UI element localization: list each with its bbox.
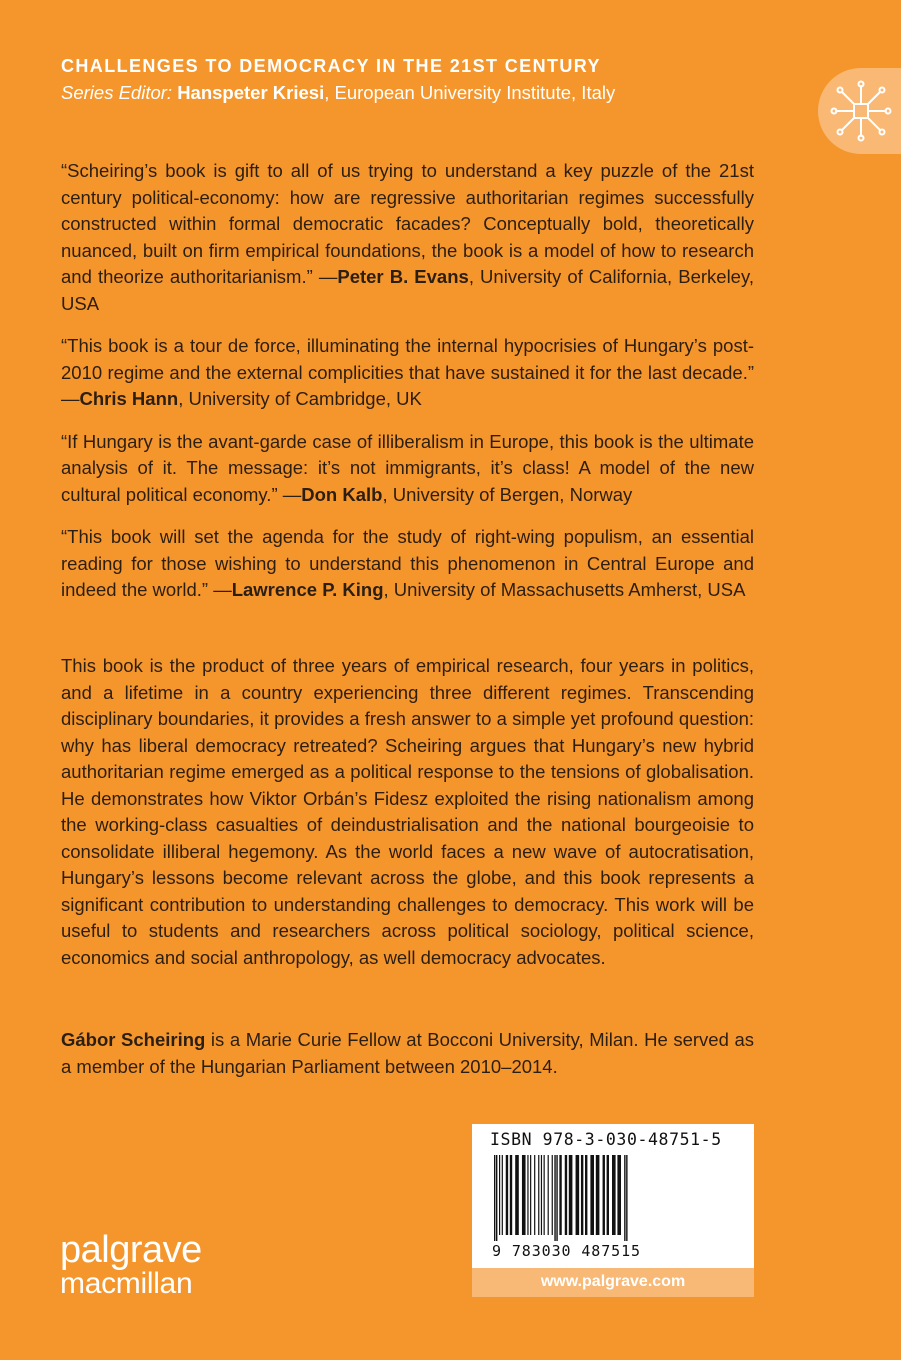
publisher-logo — [60, 1229, 202, 1300]
barcode-bar — [506, 1155, 508, 1235]
barcode-bar — [603, 1155, 605, 1235]
barcode-bar — [554, 1155, 555, 1241]
barcode-bar — [596, 1155, 600, 1235]
barcode-bar — [581, 1155, 583, 1235]
series-title: CHALLENGES TO DEMOCRACY IN THE 21ST CENTURY — [61, 56, 601, 76]
barcode-bar — [515, 1155, 519, 1235]
series-emblem — [818, 68, 901, 154]
barcode-bar — [522, 1155, 526, 1235]
publisher-logo-line1: palgrave — [60, 1229, 202, 1271]
barcode-bar — [502, 1155, 503, 1235]
barcode-bar — [590, 1155, 594, 1235]
author-bio: Gábor Scheiring is a Marie Curie Fellow at Bocconi University, Milan. He served as a member of the Hungarian Parliament between 2010–2014. — [61, 1029, 754, 1077]
series-editor-line — [61, 82, 615, 104]
barcode-bar — [576, 1155, 580, 1235]
barcode-bar — [494, 1155, 495, 1241]
barcode-bar — [527, 1155, 528, 1235]
author-name: Gábor Scheiring — [61, 1029, 206, 1050]
palgrave-network-icon — [828, 78, 894, 144]
publisher-logo-line2: macmillan — [60, 1267, 193, 1300]
barcode-bar — [565, 1155, 567, 1235]
endorser-name: Chris Hann — [79, 388, 179, 409]
barcode-bar — [538, 1155, 539, 1235]
barcode-bar — [541, 1155, 542, 1235]
endorsements — [61, 158, 754, 620]
barcode-bar — [496, 1155, 497, 1241]
barcode-bar — [544, 1155, 545, 1235]
series-editor-label: Series Editor: — [61, 82, 173, 103]
barcode-bar — [617, 1155, 621, 1235]
barcode-bar — [607, 1155, 609, 1235]
publisher-website: www.palgrave.com — [472, 1268, 754, 1297]
barcode-bar — [510, 1155, 512, 1235]
isbn-label: ISBN 978-3-030-48751-5 — [490, 1130, 722, 1149]
barcode-digits: 9 783030 487515 — [492, 1242, 641, 1260]
series-editor-name: Hanspeter Kriesi — [177, 82, 325, 103]
barcode-bar — [548, 1155, 549, 1235]
endorsement: “If Hungary is the avant-garde case of illiberalism in Europe, this book is the ultimate analysis of it. The message: it’s not immigrants, it’s class! A model of the new cultural political economy.” —Don Kalb, University of Bergen, Norway — [61, 430, 754, 505]
barcode-bar — [612, 1155, 616, 1235]
endorsement: “This book is a tour de force, illuminating the internal hypocrisies of Hungary’s post-2010 regime and the external complicities that have sustained it for the last decade.” —Chris Hann, University of Cambridge, UK — [61, 335, 754, 409]
barcode-bar — [624, 1155, 625, 1241]
barcode-bar — [569, 1155, 573, 1235]
endorsement: “Scheiring’s book is gift to all of us trying to understand a key puzzle of the 21st century political-economy: how are regressive authoritarian regimes successfully constructed within formal democratic facades? Conceptually bold, theoretically nuanced, built on firm empirical foundations, the book is a model of how to research and theorize authoritarianism.” —Peter B. Evans, University of California, Berkeley, USA — [61, 160, 754, 314]
barcode-bar — [552, 1155, 553, 1235]
series-editor-affiliation: , European University Institute, Italy — [324, 82, 616, 103]
book-description: This book is the product of three years of empirical research, four years in politics, and a lifetime in a country experiencing three different regimes. Transcending disciplinary boundaries, it provides a fresh answer to a simple yet profound question: why has liberal democracy retreated? Scheiring argues that Hungary’s new hybrid authoritarian regime emerged as a political response to the tensions of globalisation. He demonstrates how Viktor Orbán’s Fidesz exploited the rising nationalism among the working-class casualties of deindustrialisation and the national bourgeoisie to consolidate illiberal hegemony. As the world faces a new wave of autocratisation, Hungary’s lessons become relevant across the globe, and this book represents a significant contribution to understanding challenges to democracy. This work will be useful to students and researchers across political sociology, political science, economics and social anthropology, as well democracy advocates. — [61, 655, 754, 968]
isbn-barcode-block — [472, 1124, 754, 1268]
barcode-bar — [585, 1155, 587, 1235]
barcode-bar — [559, 1155, 561, 1235]
barcode-bar — [534, 1155, 535, 1235]
barcode-graphic — [492, 1155, 732, 1241]
barcode-bar — [556, 1155, 557, 1241]
barcode-bar — [626, 1155, 627, 1241]
endorser-name: Lawrence P. King — [231, 579, 384, 600]
barcode-bar — [499, 1155, 500, 1235]
endorser-name: Don Kalb — [301, 483, 383, 505]
barcode-bar — [530, 1155, 531, 1235]
endorser-name: Peter B. Evans — [337, 266, 469, 287]
endorsement: “This book will set the agenda for the study of right-wing populism, an essential reading for those wishing to understand this phenomenon in Central Europe and indeed the world.” —Lawrence P. King, University of Massachusetts Amherst, USA — [61, 526, 754, 600]
